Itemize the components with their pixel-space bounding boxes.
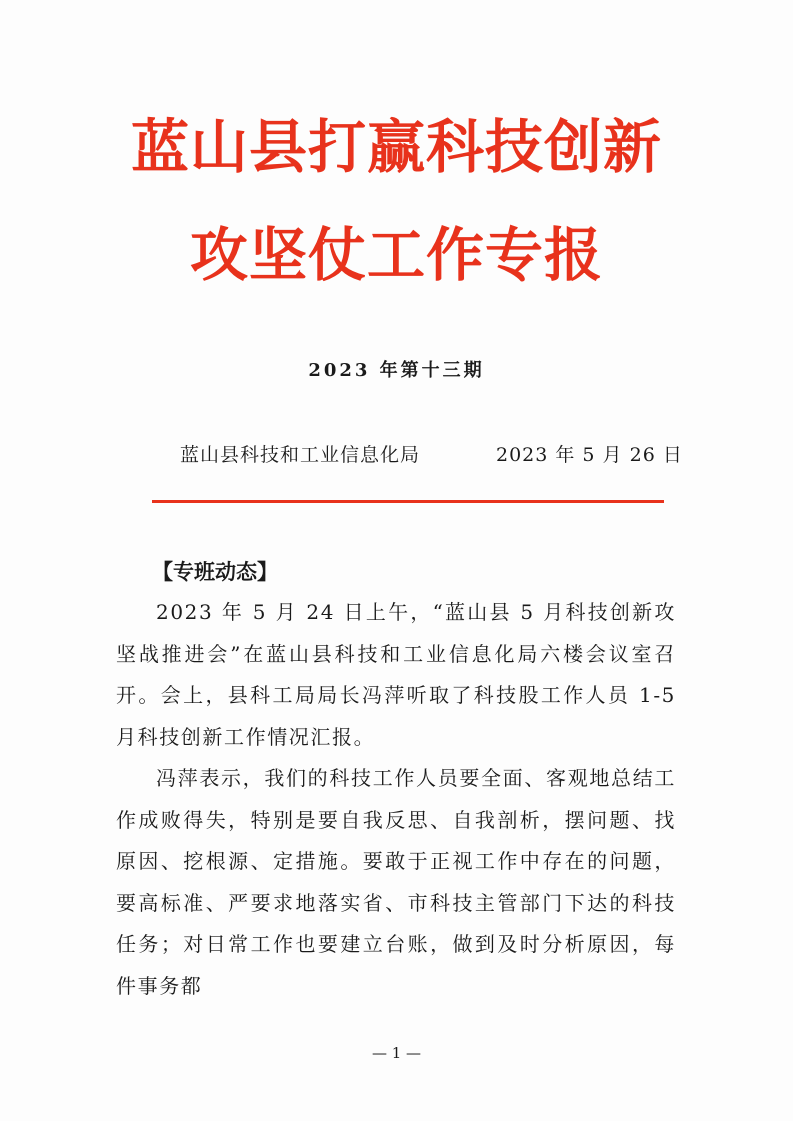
issuing-organization: 蓝山县科技和工业信息化局 (180, 444, 421, 466)
section-heading: 【专班动态】 (152, 559, 278, 584)
paragraph-1: 2023 年 5 月 24 日上午，“蓝山县 5 月科技创新攻坚战推进会”在蓝山县科技和工业信息化局六楼会议室召开。会上，县科工局局长冯萍听取了科技股工作人员 1-5 月科技创新工作情况汇报。 (116, 600, 676, 749)
report-title-line-1: 蓝山县打赢科技创新 (130, 113, 662, 181)
paragraph-2: 冯萍表示，我们的科技工作人员要全面、客观地总结工作成败得失，特别是要自我反思、自我剖析，摆问题、找原因、挖根源、定措施。要敢于正视工作中存在的问题，要高标准、严要求地落实省、市科技主管部门下达的科技任务；对日常工作也要建立台账，做到及时分析原因，每件事务都 (116, 766, 676, 998)
issue-date: 2023 年 5 月 26 日 (496, 444, 683, 466)
header-divider (152, 500, 664, 503)
page-number: — 1 — (371, 1044, 422, 1062)
report-title-line-2: 攻坚仗工作专报 (189, 221, 603, 289)
body-text (116, 592, 676, 1007)
issue-number: 2023 年第十三期 (308, 360, 485, 381)
